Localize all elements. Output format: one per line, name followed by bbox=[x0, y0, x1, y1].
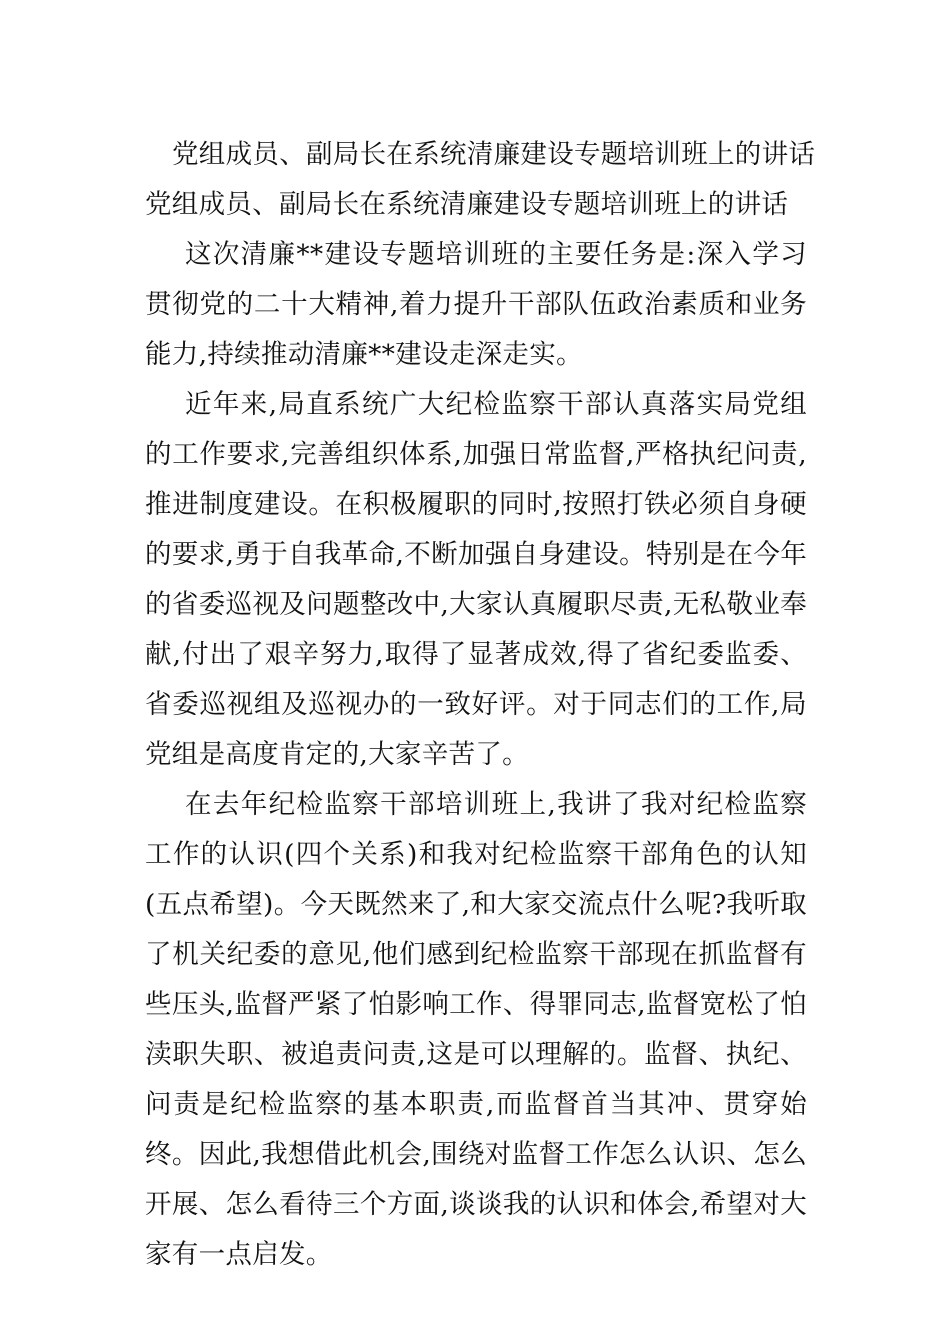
document-body bbox=[145, 130, 816, 1280]
document-title: 党组成员、副局长在系统清廉建设专题培训班上的讲话 bbox=[172, 139, 816, 170]
paragraph-review: 近年来,局直系统广大纪检监察干部认真落实局党组的工作要求,完善组织体系,加强日常监督,严格执纪问责,推进制度建设。在积极履职的同时,按照打铁必须自身硬的要求,勇于自我革命,不断加强自身建设。特别是在今年的省委巡视及问题整改中,大家认真履职尽责,无私敬业奉献,付出了艰辛努力,取得了显著成效,得了省纪委监委、省委巡视组及巡视办的一致好评。对于同志们的工作,局党组是高度肯定的,大家辛苦了。 bbox=[145, 389, 807, 770]
paragraph-intro: 这次清廉**建设专题培训班的主要任务是:深入学习贯彻党的二十大精神,着力提升干部队伍政治素质和业务能力,持续推动清廉**建设走深走实。 bbox=[145, 239, 807, 370]
document-subtitle: 党组成员、副局长在系统清廉建设专题培训班上的讲话 bbox=[145, 189, 789, 220]
paragraph-topic: 在去年纪检监察干部培训班上,我讲了我对纪检监察工作的认识(四个关系)和我对纪检监察干部角色的认知(五点希望)。今天既然来了,和大家交流点什么呢?我听取了机关纪委的意见,他们感到纪检监察干部现在抓监督有些压头,监督严紧了怕影响工作、得罪同志,监督宽松了怕渎职失职、被追责问责,这是可以理解的。监督、执纪、问责是纪检监察的基本职责,而监督首当其冲、贯穿始终。因此,我想借此机会,围绕对监督工作怎么认识、怎么开展、怎么看待三个方面,谈谈我的认识和体会,希望对大家有一点启发。 bbox=[145, 789, 807, 1270]
